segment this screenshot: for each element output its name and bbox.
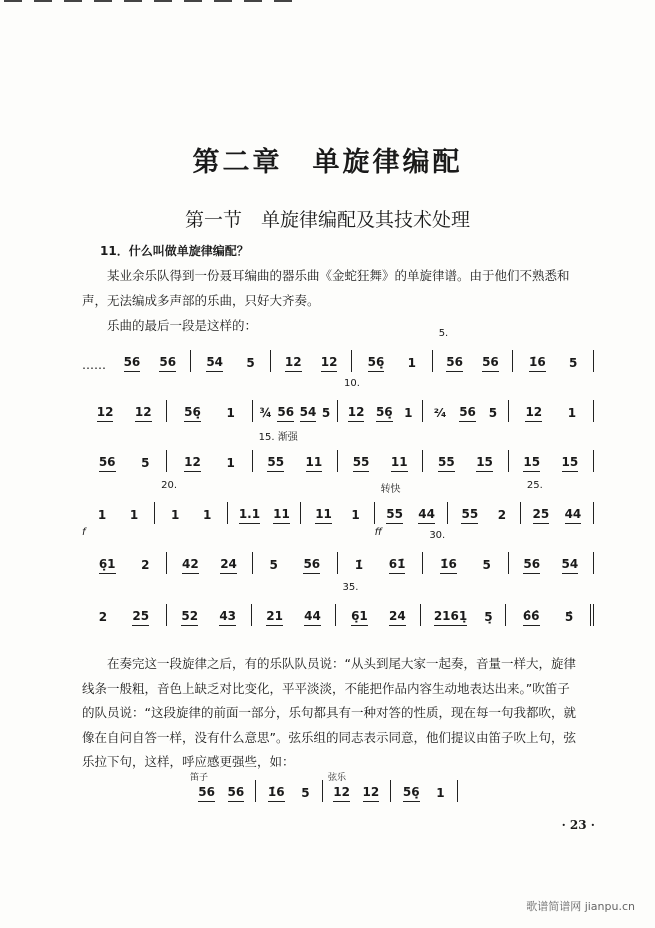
note-group: 2	[98, 610, 108, 624]
note-group: 1	[129, 508, 139, 522]
question-heading: 11．什么叫做单旋律编配？	[100, 244, 249, 258]
note-group: 56	[198, 785, 215, 802]
measure	[271, 350, 352, 372]
note-group: 44	[418, 507, 435, 524]
note-group: 12	[525, 405, 542, 422]
note-group: 1	[226, 406, 235, 420]
measure	[253, 400, 338, 422]
note-group: 56	[159, 355, 176, 372]
note-group: 44	[565, 507, 582, 524]
measure-marking: 10.	[343, 378, 360, 389]
measure	[191, 350, 272, 372]
note-group: 5	[569, 356, 578, 370]
dynamic-marking: ff	[374, 527, 382, 538]
note-group: 56	[446, 355, 463, 372]
note-group: 5	[488, 406, 498, 420]
note-group: 56	[228, 785, 245, 802]
measure-marking: 5.	[438, 328, 449, 339]
dynamic-marking: f	[82, 527, 86, 538]
note-group: 56	[277, 405, 294, 422]
note-group: 15	[476, 455, 493, 472]
note-group: 56	[459, 405, 476, 422]
score-row	[82, 582, 594, 626]
measure	[423, 450, 508, 472]
note-group: 56̣̣	[403, 785, 420, 802]
note-group: 6̣1	[99, 557, 116, 574]
note-group: 6̂6̂	[523, 609, 540, 626]
time-signature: ²⁄₄	[433, 406, 447, 420]
measure	[336, 582, 421, 626]
note-group: 24	[389, 609, 406, 626]
note-group: 2	[141, 558, 150, 572]
note-group: 5̂	[564, 610, 574, 624]
note-group: 11	[306, 455, 323, 472]
note-group: 1	[407, 356, 417, 370]
measure	[82, 400, 167, 422]
note-group: 2	[497, 508, 507, 522]
note-group: 1	[567, 406, 577, 420]
note-group: 1̇	[354, 558, 364, 572]
measure	[352, 350, 433, 372]
measure	[167, 400, 252, 422]
chapter-title: 第二章 单旋律编配	[192, 147, 463, 178]
note-group: 24	[220, 557, 237, 574]
measure-marking: 20.	[161, 480, 178, 491]
paragraph-1: 某业余乐队得到一份聂耳编曲的器乐曲《金蛇狂舞》的单旋律谱。由于他们不熟悉和声，无法编成多声部的乐曲，只好大齐奏。	[82, 268, 570, 308]
note-group: 1	[97, 508, 107, 522]
note-group: 54	[562, 557, 579, 574]
measure	[323, 780, 391, 802]
watermark: 歌谱简谱网 jianpu.cn	[526, 900, 635, 913]
note-group: 1̇6	[268, 785, 285, 802]
note-group: 44	[304, 609, 321, 626]
note-group: 12	[348, 405, 365, 422]
measure-marking: 15. 渐强	[258, 432, 298, 443]
measure	[82, 502, 155, 538]
measure	[506, 604, 594, 626]
measure	[509, 552, 594, 574]
note-group: 54	[206, 355, 223, 372]
note-group: 1	[203, 508, 212, 522]
note-group: 55	[438, 455, 455, 472]
note-group: 5	[269, 558, 278, 572]
scan-edge-marks	[0, 0, 655, 4]
note-group: 5	[301, 786, 310, 800]
measure	[509, 400, 594, 422]
measure	[188, 780, 256, 802]
measure	[338, 552, 423, 574]
measure	[513, 350, 594, 372]
measure	[82, 450, 167, 472]
note-group: 52	[181, 609, 198, 626]
measure	[338, 378, 423, 422]
measure-marking: 35.	[342, 582, 359, 593]
score-row	[188, 780, 458, 802]
measure-marking: 30.	[429, 530, 446, 541]
note-group: 55	[267, 455, 284, 472]
measure	[110, 350, 191, 372]
note-group: 11	[273, 507, 290, 524]
note-group: 12	[97, 405, 114, 422]
paragraph-3: 在奏完这一段旋律之后，有的乐队队员说：“从头到尾大家一起奏，音量一样大，旋律线条一般粗，音色上缺乏对比变化，平平淡淡，不能把作品内容生动地表达出来。”吹笛子的队员说：“这段旋律的前面一部分，乐句都具有一种对答的性质，现在每一句我都吹，就像在自问自答一样，没有什么意思”。弦乐组的同志表示同意，他们提议由笛子吹上句，弦乐拉下句，这样，呼应感更强些，如：	[82, 656, 576, 769]
measure	[421, 604, 506, 626]
note-group: 1	[226, 456, 235, 470]
note-group: 12	[184, 455, 201, 472]
note-group: 56	[303, 557, 320, 574]
example-label-strings: 弦乐	[328, 773, 347, 783]
note-group: 6̣1	[351, 609, 368, 626]
note-group: 25	[533, 507, 550, 524]
note-group: 55	[386, 507, 403, 524]
note-group: 55	[353, 455, 370, 472]
score-row	[82, 432, 594, 472]
measure	[338, 450, 423, 472]
note-group: 56̣̣	[184, 405, 201, 422]
note-group: 5	[246, 356, 255, 370]
note-group: 61̇	[389, 557, 406, 574]
continuation-dots: ……	[82, 358, 106, 372]
measure	[423, 400, 508, 422]
section-title: 第一节 单旋律编配及其技术处理	[184, 209, 470, 231]
note-group: 12	[285, 355, 302, 372]
note-group: 54	[300, 405, 317, 422]
note-group: 55	[461, 507, 478, 524]
score-row	[82, 328, 594, 372]
note-group: 1̇6	[529, 355, 546, 372]
note-group: 43	[219, 609, 236, 626]
note-group: 25	[132, 609, 149, 626]
note-group: 1	[436, 786, 445, 800]
note-group: 42	[182, 557, 199, 574]
note-group: 5	[482, 558, 491, 572]
note-group: 2161̣	[434, 609, 467, 626]
measure	[228, 502, 301, 524]
note-group: 56	[523, 557, 540, 574]
note-group: 1	[170, 508, 180, 522]
measure	[433, 328, 514, 372]
example-label-dizi: 笛子	[190, 773, 209, 783]
measure	[509, 450, 594, 472]
measure	[167, 450, 252, 472]
note-group: 56̣̣	[376, 405, 393, 422]
note-group: 56̣̣	[368, 355, 385, 372]
measure	[391, 780, 459, 802]
measure	[167, 604, 252, 626]
note-group: 11	[391, 455, 408, 472]
measure-marking: 转快	[380, 484, 401, 495]
measure	[82, 604, 167, 626]
measure	[253, 432, 338, 472]
note-group: 15	[523, 455, 540, 472]
measure	[423, 530, 508, 574]
measure	[253, 552, 338, 574]
note-group: 12	[333, 785, 350, 802]
note-group: 5̣	[484, 610, 493, 624]
note-group: 56	[99, 455, 116, 472]
measure	[155, 480, 228, 524]
note-group: 56	[482, 355, 499, 372]
note-group: 1.1	[239, 507, 260, 524]
note-group: 12	[135, 405, 152, 422]
note-group: 56	[124, 355, 141, 372]
note-group: 11	[315, 507, 332, 524]
measure	[521, 480, 594, 524]
note-group: 1	[404, 406, 413, 420]
note-group: 12	[321, 355, 338, 372]
measure	[301, 502, 374, 524]
page-number: · 23 ·	[561, 818, 595, 832]
measure	[252, 604, 337, 626]
measure	[167, 552, 252, 574]
measure	[256, 780, 324, 802]
time-signature: ¾	[259, 406, 272, 420]
measure-marking: 25.	[526, 480, 543, 491]
measure	[448, 502, 521, 524]
note-group: 15	[562, 455, 579, 472]
score-row	[82, 378, 594, 422]
note-group: 5	[321, 406, 331, 420]
note-group: 5	[141, 456, 150, 470]
note-group: 21	[266, 609, 283, 626]
note-group: 1	[351, 508, 360, 522]
paragraph-2: 乐曲的最后一段是这样的：	[107, 318, 258, 333]
measure	[82, 552, 167, 574]
note-group: 1̇6	[440, 557, 457, 574]
note-group: 12	[363, 785, 380, 802]
